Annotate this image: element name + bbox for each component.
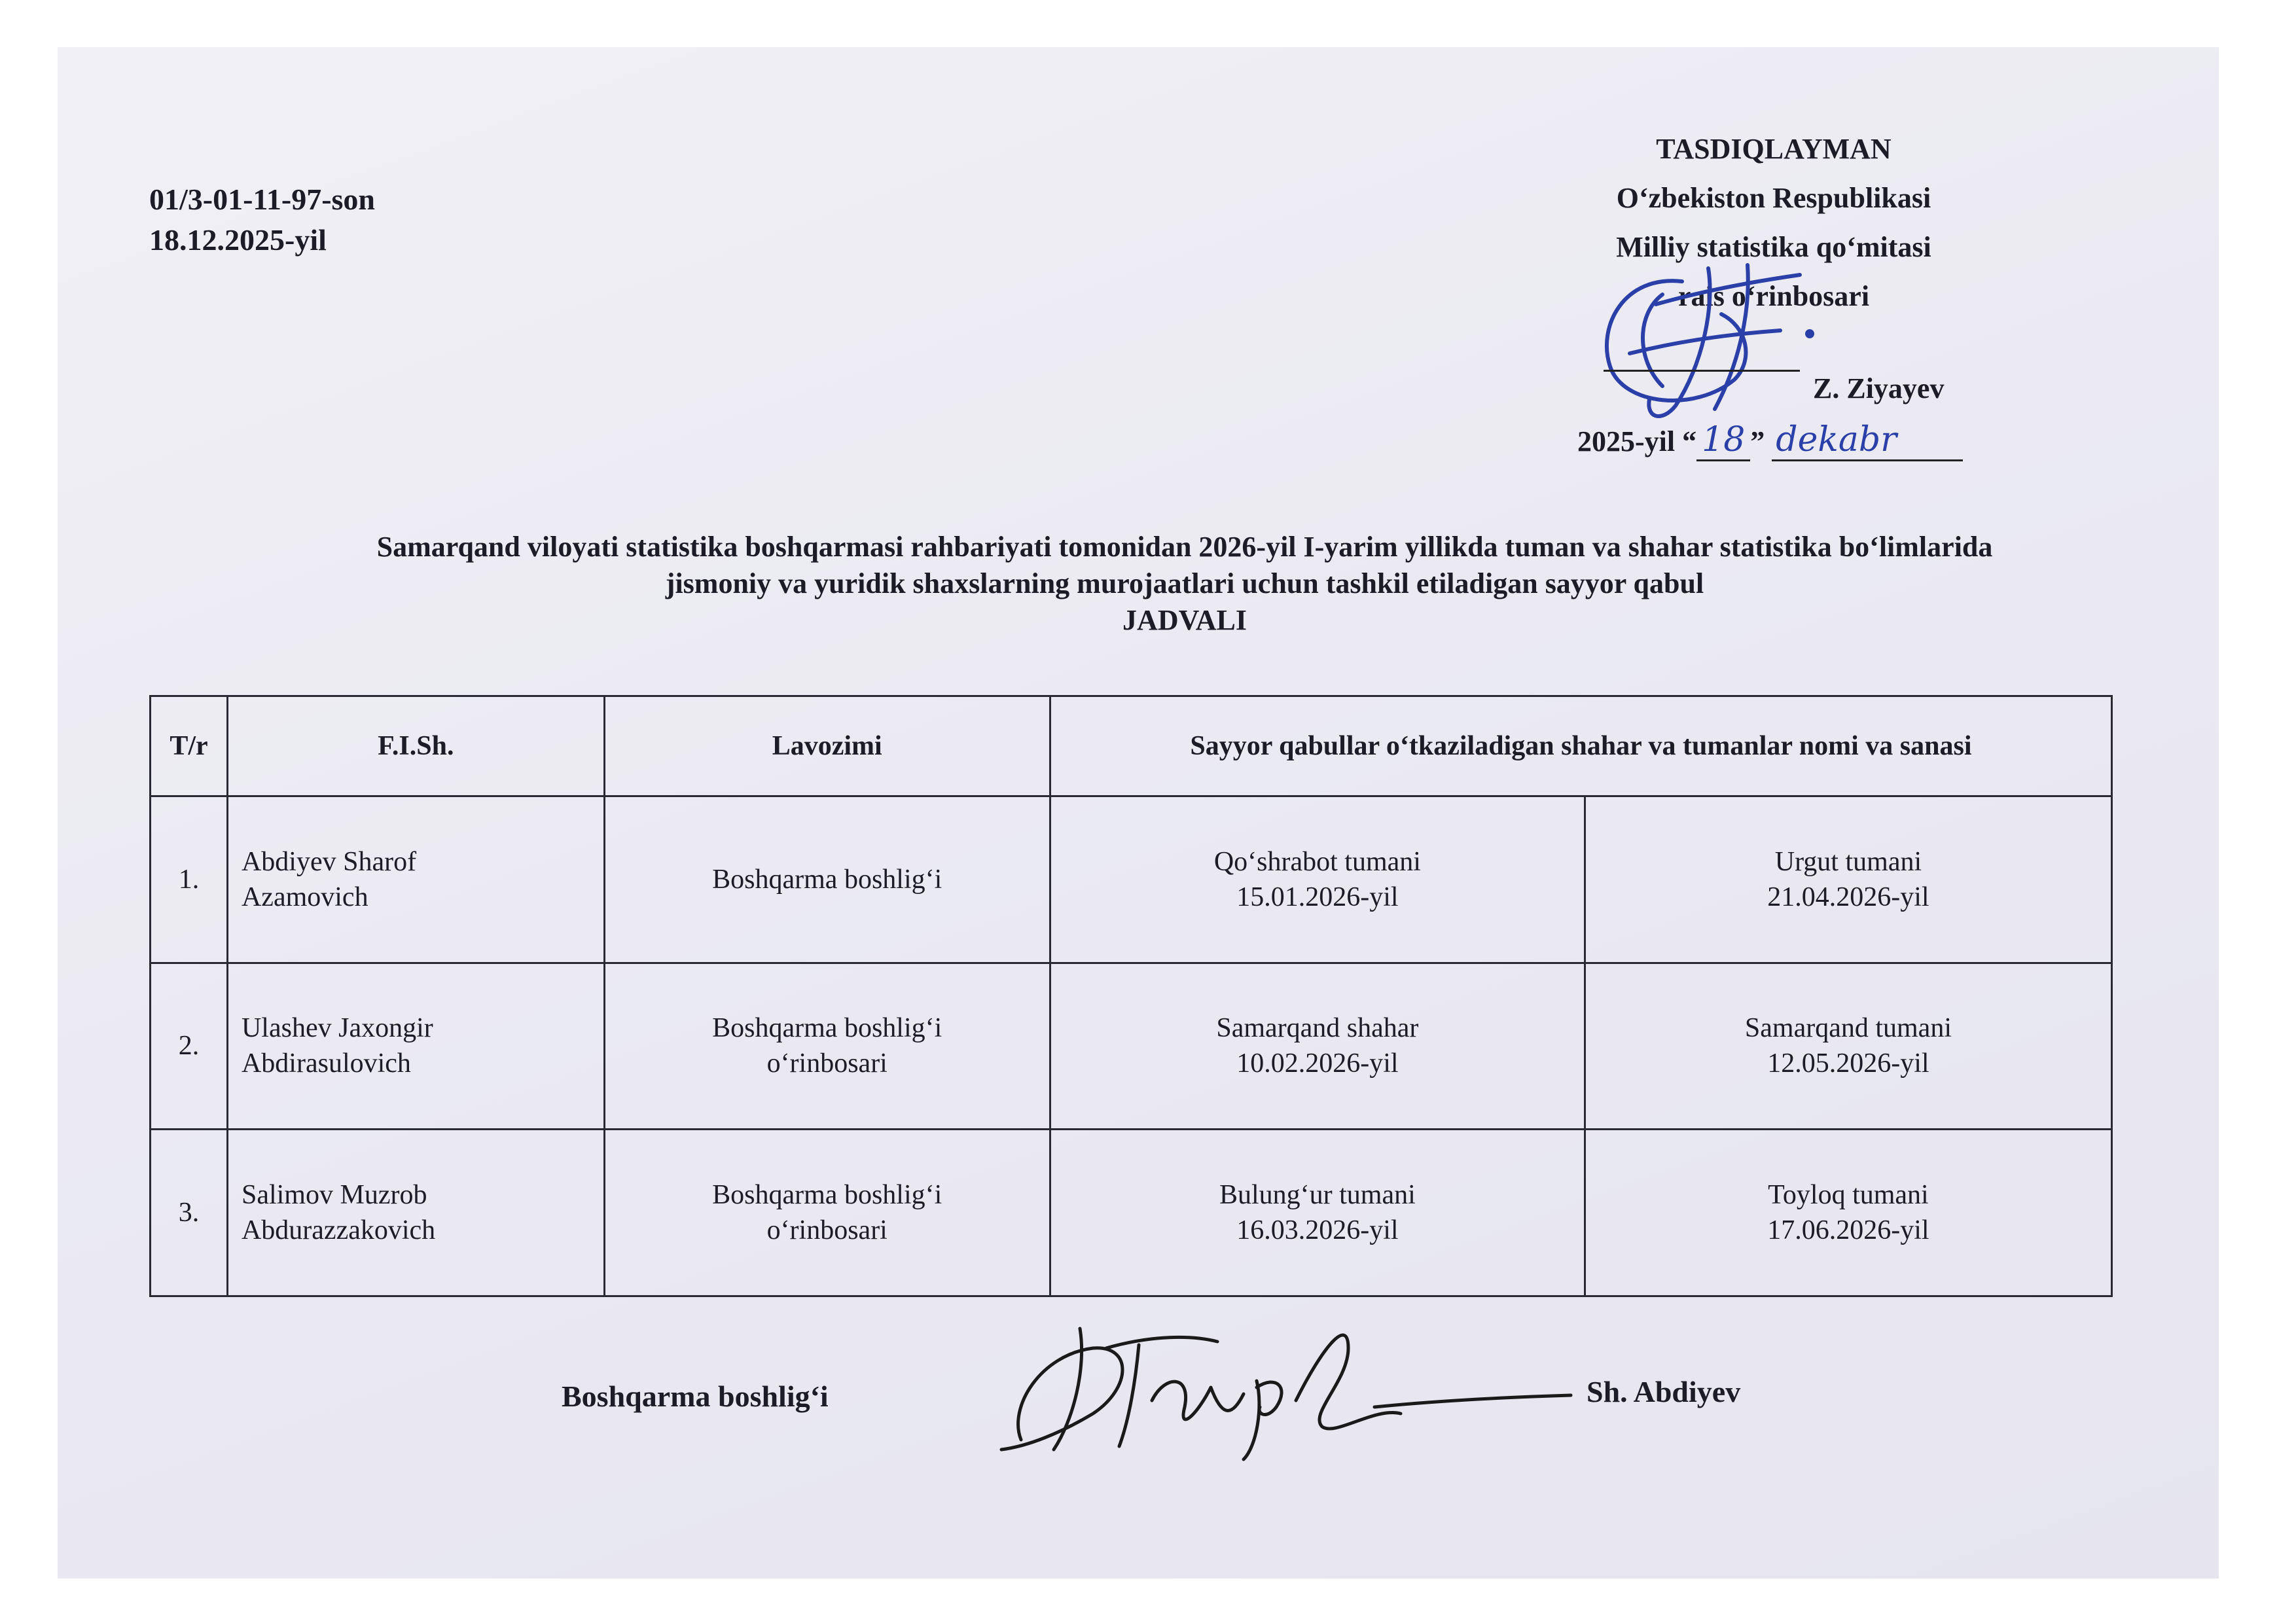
approver-name: Z. Ziyayev: [1813, 372, 1945, 404]
row-place-2: Toyloq tumani 17.06.2026-yil: [1585, 1130, 2111, 1296]
document-date: 18.12.2025-yil: [149, 223, 327, 257]
quote-close: ”: [1750, 425, 1765, 457]
row-place-2: Urgut tumani 21.04.2026-yil: [1585, 796, 2111, 963]
approval-line-3: rais o‘rinbosari: [1677, 280, 1870, 312]
row-position: Boshqarma boshlig‘i: [604, 796, 1050, 963]
table-row: [151, 963, 2112, 1130]
approver-signature-line: [1604, 370, 1800, 372]
row-place-1: Qo‘shrabot tumani 15.01.2026-yil: [1050, 796, 1585, 963]
title-line-2: jismoniy va yuridik shaxslarning murojaatlari uchun tashkil etiladigan sayyor qabul: [665, 567, 1704, 599]
row-num: 3.: [151, 1130, 228, 1296]
row-place-1: Samarqand shahar 10.02.2026-yil: [1050, 963, 1585, 1130]
approval-month: dekabr: [1776, 420, 1897, 459]
row-position: Boshqarma boshlig‘i o‘rinbosari: [604, 963, 1050, 1130]
approval-day: 18: [1702, 420, 1746, 459]
approval-line-2: Milliy statistika qo‘mitasi: [1616, 231, 1931, 263]
row-name: Ulashev Jaxongir Abdirasulovich: [227, 963, 604, 1130]
footer-role: Boshqarma boshlig‘i: [562, 1380, 829, 1413]
head-signature: [982, 1309, 1590, 1466]
title-line-3: JADVALI: [1122, 604, 1247, 636]
table-row: [151, 1130, 2112, 1296]
row-name: Abdiyev Sharof Azamovich: [227, 796, 604, 963]
document-title: [223, 529, 2147, 639]
table-header-row: [151, 696, 2112, 796]
approval-line-1: O‘zbekiston Respublikasi: [1616, 182, 1931, 214]
quote-open: “: [1682, 425, 1697, 457]
footer-name: Sh. Abdiyev: [1587, 1375, 1741, 1408]
header-name: F.I.Sh.: [227, 696, 604, 796]
row-name: Salimov Muzrob Abdurazzakovich: [227, 1130, 604, 1296]
approver-signature: [1584, 255, 1833, 432]
title-line-1: Samarqand viloyati statistika boshqarmasi rahbariyati tomonidan 2026-yil I-yarim yillikda tuman va shahar statistika bo‘limlarida: [376, 531, 1993, 563]
header-position: Lavozimi: [604, 696, 1050, 796]
header-places: Sayyor qabullar o‘tkaziladigan shahar va tumanlar nomi va sanasi: [1050, 696, 2111, 796]
approval-year: 2025-yil: [1577, 425, 1676, 457]
approval-date: [1577, 420, 1963, 461]
row-place-2: Samarqand tumani 12.05.2026-yil: [1585, 963, 2111, 1130]
row-num: 1.: [151, 796, 228, 963]
header-num: T/r: [151, 696, 228, 796]
row-num: 2.: [151, 963, 228, 1130]
table-row: [151, 796, 2112, 963]
document-number: 01/3-01-11-97-son: [149, 183, 375, 216]
schedule-table: [149, 695, 2113, 1297]
document-reference: [149, 179, 375, 260]
row-position: Boshqarma boshlig‘i o‘rinbosari: [604, 1130, 1050, 1296]
row-place-1: Bulung‘ur tumani 16.03.2026-yil: [1050, 1130, 1585, 1296]
approval-heading: TASDIQLAYMAN: [1656, 133, 1892, 165]
